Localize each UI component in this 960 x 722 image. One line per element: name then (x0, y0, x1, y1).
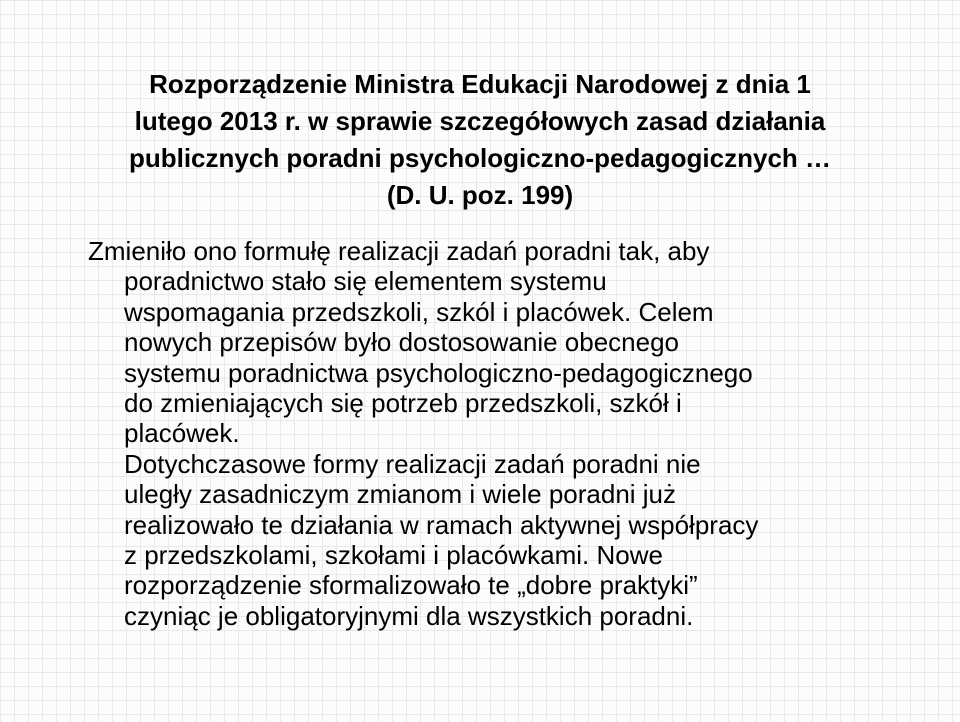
body-line: realizowało te działania w ramach aktywnej współpracy (124, 509, 759, 540)
body-line: Dotychczasowe formy realizacji zadań poradni nie (124, 448, 701, 479)
body-line: czyniąc je obligatoryjnymi dla wszystkich poradni. (124, 600, 694, 631)
title-line: (D. U. poz. 199) (386, 180, 574, 210)
body-line: do zmieniających się potrzeb przedszkoli, szkół i (124, 388, 682, 419)
title-line: lutego 2013 r. w sprawie szczegółowych zasad działania (134, 106, 826, 136)
body-line: wspomagania przedszkoli, szkól i placówek. Celem (124, 296, 714, 327)
title-line: Rozporządzenie Ministra Edukacji Narodowej z dnia 1 (149, 69, 811, 99)
body-line: z przedszkolami, szkołami i placówkami. Nowe (124, 540, 663, 571)
body-line: poradnictwo stało się elementem systemu (124, 266, 607, 297)
slide-body-text (88, 236, 908, 631)
body-line: uległy zasadniczym zmianom i wiele poradni już (124, 479, 677, 510)
body-line: nowych przepisów było dostosowanie obecnego (124, 327, 680, 358)
body-line: systemu poradnictwa psychologiczno-pedagogicznego (124, 357, 753, 388)
slide-title (70, 66, 890, 214)
title-line: publicznych poradni psychologiczno-pedagogicznych … (128, 143, 832, 173)
body-line: Zmieniło ono formułę realizacji zadań poradni tak, aby (88, 236, 710, 266)
body-line: placówek. (124, 418, 240, 449)
body-line: rozporządzenie sformalizowało te „dobre praktyki” (124, 570, 698, 601)
